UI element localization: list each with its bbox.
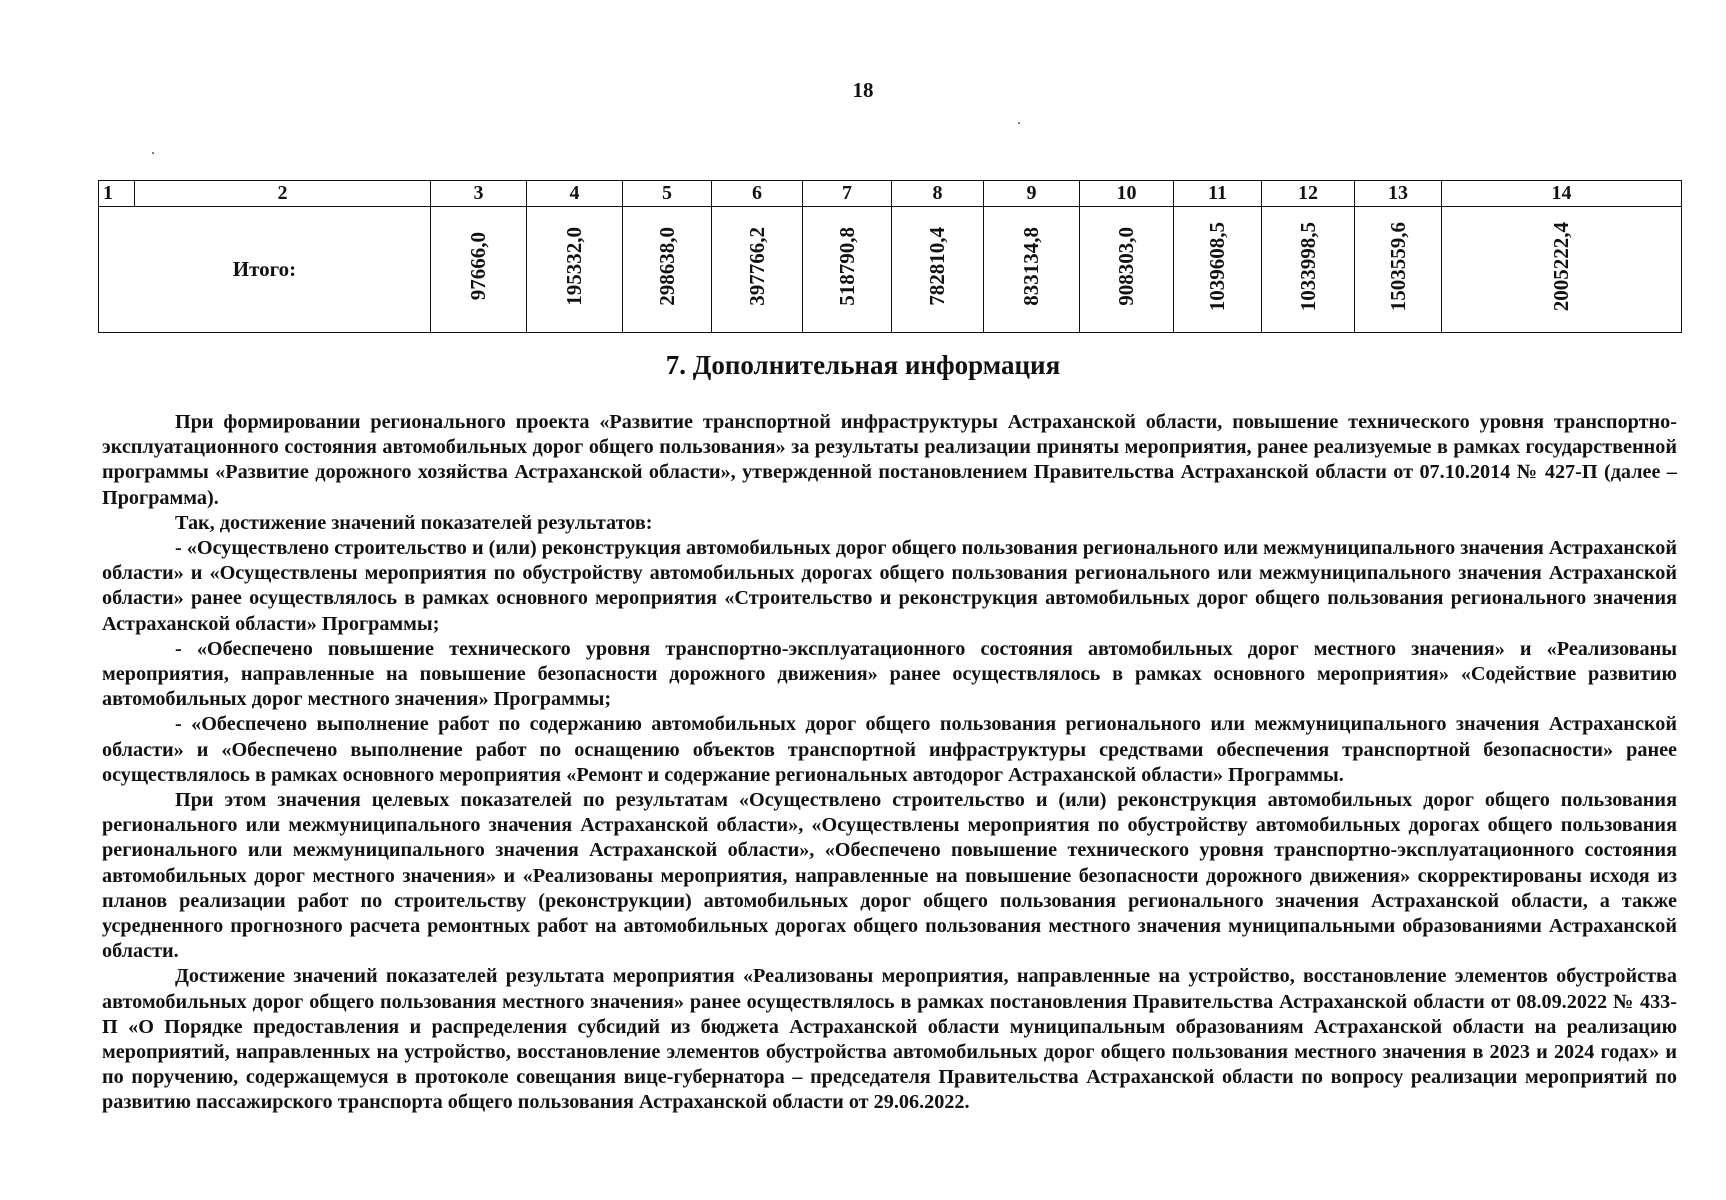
total-value: 1503559,6 — [1385, 221, 1410, 312]
total-value: 518790,8 — [834, 227, 859, 306]
total-value: 298638,0 — [654, 227, 679, 306]
total-value-cell — [892, 207, 984, 333]
column-number: 5 — [623, 181, 712, 207]
scan-speck — [152, 152, 154, 154]
column-number: 1 — [99, 181, 135, 207]
column-number: 11 — [1174, 181, 1262, 207]
column-number: 2 — [135, 181, 431, 207]
total-value: 1039608,5 — [1205, 221, 1229, 312]
column-number: 9 — [984, 181, 1080, 207]
paragraph: При формировании регионального проекта «Развитие транспортной инфраструктуры Астраханской области, повышение технического уровня транспортно-эксплуатационного состояния автомобильных дорог общего пользования» за результаты реализации приняты мероприятия, ранее реализуемые в рамках государственной программы «Развитие дорожного хозяйства Астраханской области», утвержденной постановлением Правительства Астраханской области от 07.10.2014 № 427-П (далее – Программа). — [102, 411, 1677, 509]
column-number: 14 — [1442, 181, 1682, 207]
column-number: 12 — [1262, 181, 1355, 207]
totals-table — [98, 180, 1682, 333]
total-value: 397766,2 — [744, 227, 769, 306]
column-number: 3 — [431, 181, 527, 207]
paragraph: - «Осуществлено строительство и (или) реконструкция автомобильных дорог общего пользования регионального или межмуниципального значения Астраханской области» и «Осуществлены мероприятия по обустройству автомобильных дорогах общего пользования регионального или межмуниципального значения Астраханской области» ранее осуществлялось в рамках основного мероприятия «Строительство и реконструкция автомобильных дорог общего пользования регионального значения Астраханской области» Программы; — [102, 537, 1677, 635]
column-number: 8 — [892, 181, 984, 207]
total-value-cell — [1080, 207, 1174, 333]
paragraph: При этом значения целевых показателей по результатам «Осуществлено строительство и (или) реконструкция автомобильных дорог общего пользования регионального или межмуниципального значения Астраханской области», «Осуществлены мероприятия по обустройству автомобильных дорогах общего пользования регионального или межмуниципального значения Астраханской области», «Обеспечено повышение технического уровня транспортно-эксплуатационного состояния автомобильных дорог местного значения» и «Реализованы мероприятия, направленные на повышение безопасности дорожного движения» скорректированы исходя из планов реализации работ по строительству (реконструкции) автомобильных дорог общего пользования регионального значения Астраханской области, а также усредненного прогнозного расчета ремонтных работ на автомобильных дорогах общего пользования местного значения муниципальными образованиями Астраханской области. — [102, 789, 1677, 963]
total-label-cell — [99, 207, 431, 333]
column-number: 4 — [527, 181, 623, 207]
column-number: 7 — [803, 181, 892, 207]
total-value-cell — [1355, 207, 1442, 333]
total-value: 782810,4 — [925, 227, 949, 306]
column-number: 10 — [1080, 181, 1174, 207]
table-header-row — [99, 181, 1682, 207]
total-value: 2005222,4 — [1549, 221, 1573, 312]
scan-speck — [1018, 122, 1020, 124]
total-value: 97666,0 — [466, 232, 490, 301]
total-value-cell — [431, 207, 527, 333]
total-value: 195332,0 — [562, 227, 586, 306]
column-number: 6 — [712, 181, 803, 207]
paragraph: Так, достижение значений показателей результатов: — [175, 511, 653, 534]
table-total-row — [99, 207, 1682, 333]
total-value: 1033998,5 — [1295, 221, 1320, 312]
total-value-cell — [527, 207, 623, 333]
paragraph: - «Обеспечено выполнение работ по содержанию автомобильных дорог общего пользования регионального или межмуниципального значения Астраханской области» и «Обеспечено выполнение работ по оснащению объектов транспортной инфраструктуры средствами обеспечения транспортной безопасности» ранее осуществлялось в рамках основного мероприятия «Ремонт и содержание региональных автодорог Астраханской области» Программы. — [102, 713, 1677, 786]
total-value: 908303,0 — [1114, 227, 1138, 306]
total-label: Итого: — [232, 257, 297, 281]
total-value-cell — [623, 207, 712, 333]
total-value-cell — [984, 207, 1080, 333]
total-value-cell — [1262, 207, 1355, 333]
paragraph: - «Обеспечено повышение технического уровня транспортно-эксплуатационного состояния автомобильных дорог местного значения» и «Реализованы мероприятия, направленные на повышение безопасности дорожного движения» ранее осуществлялось в рамках основного мероприятия» «Содействие развитию автомобильных дорог местного значения» Программы; — [102, 637, 1677, 711]
column-number: 13 — [1355, 181, 1442, 207]
total-value-cell — [1442, 207, 1682, 333]
section-heading: 7. Дополнительная информация — [665, 350, 1061, 380]
total-value-cell — [803, 207, 892, 333]
total-value: 833134,8 — [1019, 227, 1043, 306]
paragraph: Достижение значений показателей результата мероприятия «Реализованы мероприятия, направленные на устройство, восстановление элементов обустройства автомобильных дорог общего пользования местного значения» ранее осуществлялось в рамках постановления Правительства Астраханской области от 08.09.2022 № 433-П «О Порядке предоставления и распределения субсидий из бюджета Астраханской области муниципальным образованиям Астраханской области на реализацию мероприятий, направленных на устройство, восстановление элементов обустройства автомобильных дорог общего пользования местного значения в 2023 и 2024 годах» и по поручению, содержащемуся в протоколе совещания вице-губернатора – председателя Правительства Астраханской области по вопросу реализации мероприятий по развитию пассажирского транспорта общего пользования Астраханской области от 29.06.2022. — [102, 965, 1677, 1114]
page-number: 18 — [852, 78, 874, 102]
total-value-cell — [712, 207, 803, 333]
section-body — [102, 410, 1677, 1116]
total-value-cell — [1174, 207, 1262, 333]
